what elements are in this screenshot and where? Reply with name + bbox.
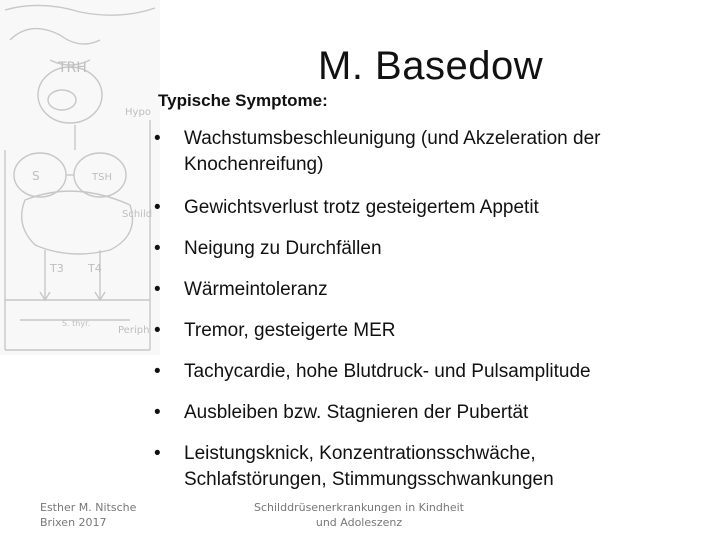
bullet-dot: •: [154, 279, 161, 300]
symptom-text: Neigung zu Durchfällen: [184, 238, 382, 259]
diagram-label-schild: Schild: [122, 209, 153, 220]
symptom-text: Tremor, gesteigerte MER: [184, 320, 396, 341]
symptom-item: [153, 195, 693, 221]
slide-title: M. Basedow: [318, 44, 544, 88]
bullet-dot: •: [154, 238, 161, 259]
slide-subtitle: Typische Symptome:: [158, 91, 328, 110]
bullet-dot: •: [154, 443, 161, 464]
symptom-text: Tachycardie, hohe Blutdruck- und Pulsamplitude: [184, 361, 591, 382]
footer-author: [40, 500, 136, 530]
bullet-dot: •: [154, 128, 161, 149]
symptom-text: Gewichtsverlust trotz gesteigertem Appetit: [184, 197, 539, 218]
symptom-item: [153, 236, 693, 262]
diagram-label-periph: Periph: [118, 325, 150, 336]
symptom-item: [153, 277, 693, 303]
symptom-item: [153, 318, 693, 344]
symptom-item: [153, 400, 693, 426]
footer-author-name: Esther M. Nitsche: [40, 501, 137, 514]
diagram-label-tsh: TSH: [92, 172, 112, 183]
symptom-item: [153, 359, 693, 385]
diagram-label-t4: T4: [88, 262, 102, 275]
symptom-text: Wachstumsbeschleunigung (und Akzeleration der Knochenreifung): [184, 128, 601, 175]
symptom-text: Ausbleiben bzw. Stagnieren der Pubertät: [184, 402, 529, 423]
diagram-label-s-thyr: S. thyr.: [62, 319, 91, 328]
symptom-item: [153, 126, 689, 178]
symptom-list: [153, 126, 693, 493]
bullet-dot: •: [154, 402, 161, 423]
bullet-dot: •: [154, 197, 161, 218]
footer-topic: [250, 500, 468, 530]
footer-topic-line2: und Adoleszenz: [315, 516, 403, 529]
symptom-text: Wärmeintoleranz: [184, 279, 328, 300]
footer-topic-line1: Schilddrüsenerkrankungen in Kindheit: [254, 501, 464, 514]
background-diagram: [0, 0, 160, 355]
diagram-label-hypo: Hypo: [125, 107, 151, 118]
diagram-label-t3: T3: [50, 262, 64, 275]
bullet-dot: •: [154, 320, 161, 341]
diagram-label-trh: TRH: [58, 60, 87, 76]
symptom-item: [153, 441, 644, 493]
symptom-text: Leistungsknick, Konzentrationsschwäche, Schlafstörungen, Stimmungsschwankungen: [184, 443, 554, 490]
bullet-dot: •: [154, 361, 161, 382]
diagram-label-s: S: [32, 169, 40, 183]
footer-author-place-year: Brixen 2017: [40, 516, 107, 529]
